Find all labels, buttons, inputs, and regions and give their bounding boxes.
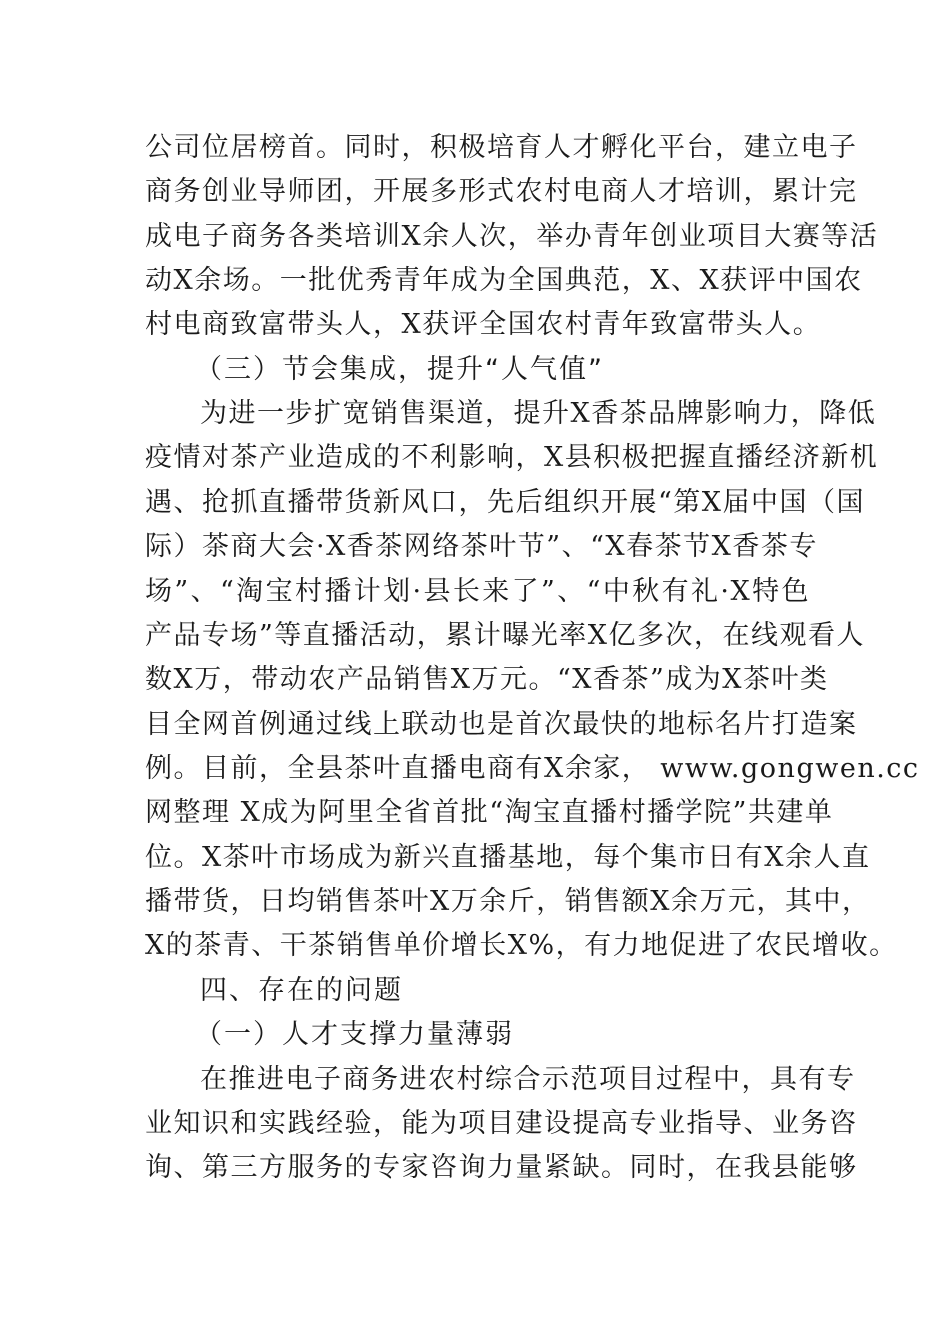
paragraph-line: 际）茶商大会·X香茶网络茶叶节”、“X春茶节X香茶专 (145, 531, 818, 562)
paragraph-line: 网整理 X成为阿里全省首批“淘宝直播村播学院”共建单 (145, 797, 834, 828)
paragraph-line: 目全网首例通过线上联动也是首次最快的地标名片打造案 (145, 709, 858, 740)
paragraph-line: 成电子商务各类培训X余人次，举办青年创业项目大赛等活 (145, 221, 879, 252)
paragraph-line: 公司位居榜首。同时，积极培育人才孵化平台，建立电子 (145, 132, 858, 163)
paragraph-line: 在推进电子商务进农村综合示范项目过程中，具有专 (200, 1064, 856, 1095)
paragraph-line: X的茶青、干茶销售单价增长X%，有力地促进了农民增收。 (145, 930, 898, 961)
paragraph-line: 疫情对茶产业造成的不利影响，X县积极把握直播经济新机 (145, 442, 879, 473)
paragraph-line: 位。X茶叶市场成为新兴直播基地，每个集市日有X余人直 (145, 842, 871, 873)
paragraph-line: 产品专场”等直播活动，累计曝光率X亿多次，在线观看人 (145, 620, 866, 651)
paragraph-line: 村电商致富带头人，X获评全国农村青年致富带头人。 (145, 309, 822, 340)
paragraph-line: 例。目前，全县茶叶直播电商有X余家， www.gongwen.cc (145, 753, 920, 784)
paragraph-line: 场”、“淘宝村播计划·县长来了”、“中秋有礼·X特色 (145, 576, 810, 607)
paragraph-line: 为进一步扩宽销售渠道，提升X香茶品牌影响力，降低 (200, 398, 877, 429)
paragraph-line: 遇、抢抓直播带货新风口，先后组织开展“第X届中国（国 (145, 487, 866, 518)
paragraph-line: 播带货，日均销售茶叶X万余斤，销售额X余万元，其中， (145, 886, 871, 917)
paragraph-line: 业知识和实践经验，能为项目建设提高专业指导、业务咨 (145, 1108, 858, 1139)
paragraph-line: 数X万，带动农产品销售X万元。“X香茶”成为X茶叶类 (145, 664, 829, 695)
paragraph-line: 动X余场。一批优秀青年成为全国典范，X、X获评中国农 (145, 265, 863, 296)
section-subheading: （三）节会集成，提升“人气值” (195, 354, 604, 385)
section-subheading: （一）人才支撑力量薄弱 (195, 1019, 514, 1050)
section-heading: 四、存在的问题 (200, 975, 403, 1006)
paragraph-line: 询、第三方服务的专家咨询力量紧缺。同时，在我县能够 (145, 1152, 858, 1183)
paragraph-line: 商务创业导师团，开展多形式农村电商人才培训，累计完 (145, 176, 858, 207)
